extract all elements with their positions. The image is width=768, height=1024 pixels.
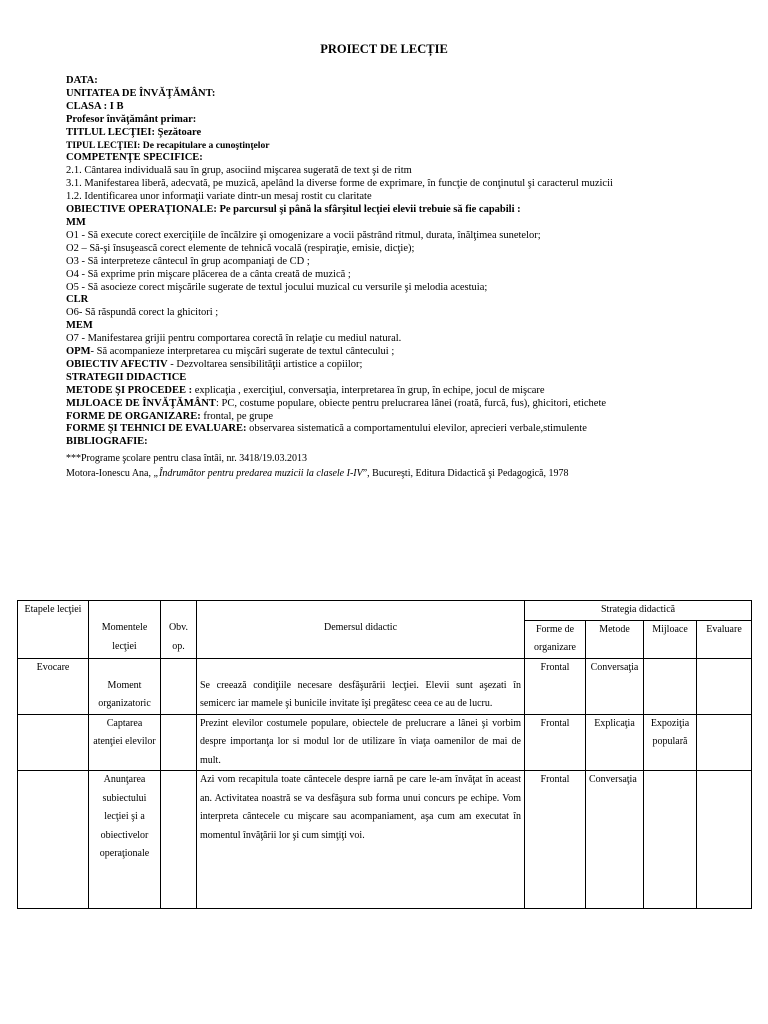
bibliography-item <box>66 468 756 481</box>
table-row <box>18 714 752 771</box>
affective-objective-field <box>66 359 756 372</box>
page-title: PROIECT DE LECȚIE <box>320 42 448 56</box>
cell-demers: Se creează condiţiile necesare desfăşurării lecţiei. Elevii sunt aşezati în semicerc iar mamele şi bunicile invitate îşi pregătesc ceea ce au de lucru. <box>197 658 525 714</box>
opm-value: - Să acompanieze interpretarea cu mişcări sugerate de textul cântecului ; <box>90 346 395 358</box>
competence-item: 3.1. Manifestarea liberă, adecvată, pe muzică, apelând la diverse forme de exprimare, în funcţie de conţinutul şi caracterul muzicii <box>66 178 613 190</box>
cell-demers: Azi vom recapitula toate cântecele despre iarnă pe care le-am învăţat în aceast an. Activitatea noastră se va desfăşura sub forma unui concurs pe echipe. Vom interpreta cântecele cu mişcare sau acompaniament, aşa cum am executat în momentul învăţării lor şi cum simţiţi voi. <box>197 771 525 909</box>
objective-item: O6- Să răspundă corect la ghicitori ; <box>66 307 219 319</box>
col-header-evaluare: Evaluare <box>697 620 752 658</box>
cell-etapa <box>18 771 89 909</box>
col-header-etapele: Etapele lecţiei <box>18 601 89 659</box>
organization-label: FORME DE ORGANIZARE: <box>66 410 201 422</box>
objective-item: O2 – Să-şi însuşească corect elemente de tehnică vocală (respiraţie, emisie, dicţie); <box>66 242 415 254</box>
objective-item: O4 - Să exprime prin mişcare plăcerea de a cânta creată de muzică ; <box>66 268 351 280</box>
opm-label: OPM <box>66 346 91 358</box>
col-header-strategia: Strategia didactică <box>525 601 752 621</box>
cell-demers: Prezint elevilor costumele populare, obiectele de prelucrare a lânei şi vorbim despre importanţa lor si modul lor de utilizare în viaţa oamenilor de mai de mult. <box>197 714 525 771</box>
mem-heading: MEM <box>66 320 93 332</box>
cell-mijloace: Expoziţia populară <box>644 714 697 771</box>
evaluation-value: observarea sistematică a comportamentului elevilor, aprecieri verbale,stimulente <box>246 423 587 435</box>
lesson-title-field <box>66 127 756 140</box>
col-header-metode: Metode <box>586 620 644 658</box>
bib-publisher: ”, Bucureşti, Editura Didactică şi Pedagogică, 1978 <box>362 468 569 480</box>
cell-forme: Frontal <box>525 658 586 714</box>
col-header-forme: Forme de organizare <box>525 620 586 658</box>
objectives-heading: OBIECTIVE OPERAŢIONALE: Pe parcursul şi până la sfârşitul lecţiei elevii trebuie să fie capabili : <box>66 204 521 216</box>
cell-evaluare <box>697 714 752 771</box>
col-header-demersul: Demersul didactic <box>197 601 525 659</box>
school-unit-field: UNITATEA DE ÎNVĂŢĂMÂNT: <box>66 87 216 99</box>
col-header-momentele: Momentele lecţiei <box>89 601 161 659</box>
objective-item: O5 - Să asocieze corect mişcările sugerate de textul jocului muzical cu versurile şi melodia acestuia; <box>66 281 488 293</box>
strategies-heading: STRATEGII DIDACTICE <box>66 371 187 383</box>
bibliography-heading: BIBLIOGRAFIE: <box>66 436 148 448</box>
bibliography-item: ***Programe şcolare pentru clasa întâi, nr. 3418/19.03.2013 <box>66 453 308 465</box>
cell-moment: Captarea atenţiei elevilor <box>89 714 161 771</box>
table-header-row <box>18 601 752 621</box>
competence-item: 1.2. Identificarea unor informaţii variate dintr-un mesaj rostit cu claritate <box>66 191 372 203</box>
cell-forme: Frontal <box>525 714 586 771</box>
cell-obv <box>161 714 197 771</box>
cell-obv <box>161 658 197 714</box>
evaluation-field <box>66 423 756 436</box>
affective-value: - Dezvoltarea sensibilităţii artistice a copiilor; <box>167 358 363 370</box>
cell-metode: Conversaţia <box>586 658 644 714</box>
table-row <box>18 658 752 714</box>
col-header-obv: Obv. op. <box>161 601 197 659</box>
cell-moment: Moment organizatoric <box>89 658 161 714</box>
organization-value: frontal, pe grupe <box>200 410 274 422</box>
table-row <box>18 771 752 909</box>
lesson-title-value: Şezătoare <box>155 126 202 138</box>
objective-item: O7 - Manifestarea grijii pentru comportarea corectă în relaţie cu mediul natural. <box>66 333 402 345</box>
lesson-type-field: TIPUL LECŢIEI: De recapitulare a cunoştinţelor <box>66 139 270 151</box>
bib-author: Motora-Ionescu Ana, <box>66 468 154 480</box>
means-value: : PC, costume populare, obiecte pentru prelucrarea lânei (roată, furcă, fus), ghicitori, etichete <box>215 397 607 409</box>
cell-evaluare <box>697 771 752 909</box>
affective-label: OBIECTIV AFECTIV <box>66 358 168 370</box>
organization-forms-field <box>66 411 756 424</box>
teacher-field: Profesor învăţământ primar: <box>66 113 197 125</box>
competences-heading: COMPETENŢE SPECIFICE: <box>66 152 203 164</box>
lesson-title-label: TITLUL LECŢIEI: <box>66 126 155 138</box>
cell-obv <box>161 771 197 909</box>
class-field: CLASA : I B <box>66 100 124 112</box>
cell-mijloace <box>644 771 697 909</box>
mm-heading: MM <box>66 216 86 228</box>
cell-etapa: Evocare <box>18 658 89 714</box>
lesson-table <box>17 600 752 909</box>
date-field: DATA: <box>66 75 98 86</box>
cell-forme: Frontal <box>525 771 586 909</box>
bib-book-title: „Îndrumător pentru predarea muzicii la clasele I-IV <box>153 468 363 480</box>
cell-mijloace <box>644 658 697 714</box>
objective-item: O1 - Să execute corect exerciţiile de încălzire şi omogenizare a vocii păstrând ritmul, durata, înălţimea sunetelor; <box>66 229 541 241</box>
cell-metode: Conversaţia <box>586 771 644 909</box>
cell-moment: Anunţarea subiectului lecţiei şi a obiectivelor operaţionale <box>89 771 161 909</box>
opm-field <box>66 346 756 359</box>
methods-label: METODE ŞI PROCEDEE : <box>66 384 193 396</box>
cell-evaluare <box>697 658 752 714</box>
cell-etapa <box>18 714 89 771</box>
clr-heading: CLR <box>66 294 89 306</box>
methods-field <box>66 385 756 398</box>
cell-metode: Explicaţia <box>586 714 644 771</box>
means-label: MIJLOACE DE ÎNVĂŢĂMÂNT <box>66 397 216 409</box>
lesson-header <box>66 75 756 481</box>
col-header-mijloace: Mijloace <box>644 620 697 658</box>
methods-value: explicaţia , exerciţiul, conversaţia, interpretarea în grup, în echipe, jocul de mişcare <box>192 384 545 396</box>
means-field <box>66 398 756 411</box>
competence-item: 2.1. Cântarea individuală sau în grup, asociind mişcarea sugerată de text şi de ritm <box>66 165 412 177</box>
evaluation-label: FORME ŞI TEHNICI DE EVALUARE: <box>66 423 247 435</box>
objective-item: O3 - Să interpreteze cântecul în grup acompaniaţi de CD ; <box>66 255 310 267</box>
